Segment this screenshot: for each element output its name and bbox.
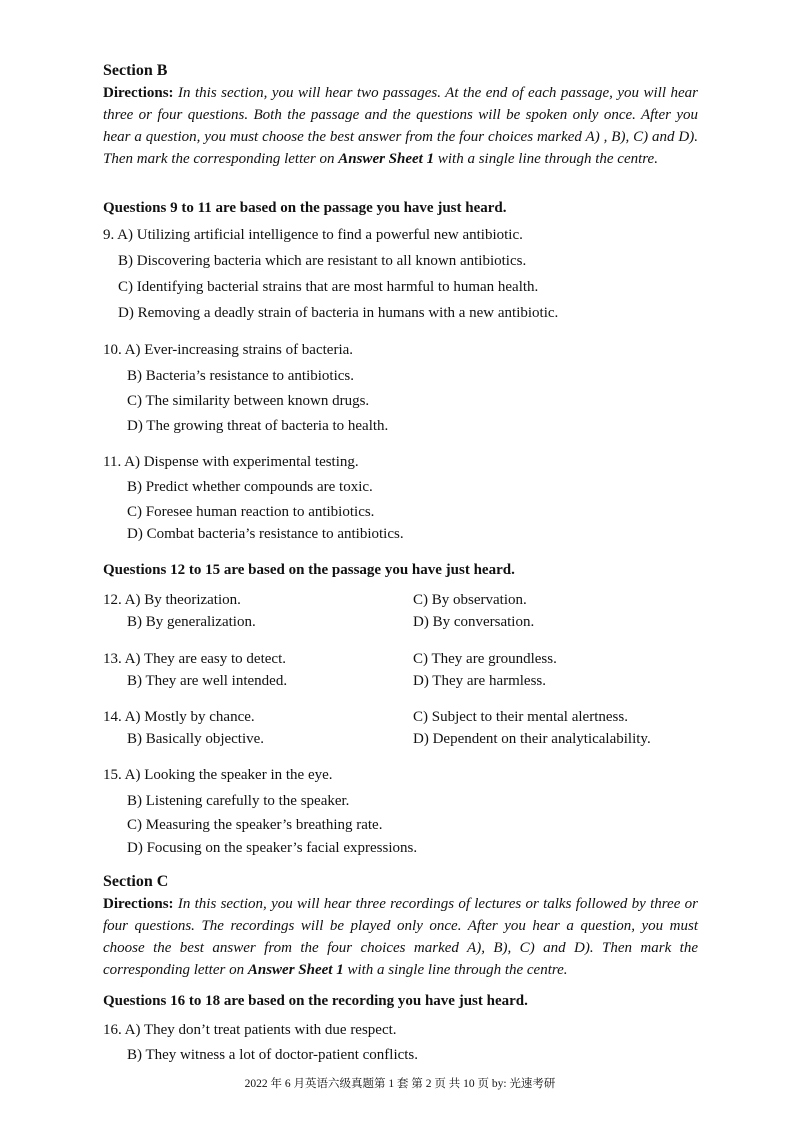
q13-option-a: 13. A) They are easy to detect.	[103, 651, 286, 667]
q9-option-d: D) Removing a deadly strain of bacteria in humans with a new antibiotic.	[118, 305, 559, 321]
q9-option-a: 9. A) Utilizing artificial intelligence to find a powerful new antibiotic.	[103, 227, 523, 243]
q9-option-c: C) Identifying bacterial strains that are most harmful to human health.	[118, 279, 539, 295]
q14-option-c: C) Subject to their mental alertness.	[413, 709, 628, 725]
q12-option-c: C) By observation.	[413, 592, 527, 608]
q10-option-d: D) The growing threat of bacteria to health.	[127, 418, 389, 434]
q14-option-b: B) Basically objective.	[127, 731, 265, 747]
q10-option-b: B) Bacteria’s resistance to antibiotics.	[127, 368, 355, 384]
question-group-heading: Questions 9 to 11 are based on the passage you have just heard.	[103, 200, 507, 216]
q11-option-a: 11. A) Dispense with experimental testing.	[103, 454, 359, 470]
directions-text-end: with a single line through the centre.	[434, 151, 658, 167]
q13-option-d: D) They are harmless.	[413, 673, 547, 689]
section-c-title: Section C	[103, 873, 169, 890]
q15-option-d: D) Focusing on the speaker’s facial expressions.	[127, 840, 418, 856]
q12-option-b: B) By generalization.	[127, 614, 256, 630]
q9-option-b: B) Discovering bacteria which are resistant to all known antibiotics.	[118, 253, 527, 269]
q13-option-c: C) They are groundless.	[413, 651, 557, 667]
answer-sheet-ref: Answer Sheet 1	[247, 962, 344, 978]
q16-option-a: 16. A) They don’t treat patients with due respect.	[103, 1022, 397, 1038]
q12-option-d: D) By conversation.	[413, 614, 535, 630]
q14-option-a: 14. A) Mostly by chance.	[103, 709, 255, 725]
q15-option-a: 15. A) Looking the speaker in the eye.	[103, 767, 333, 783]
question-group-heading: Questions 12 to 15 are based on the passage you have just heard.	[103, 562, 515, 578]
question-group-heading: Questions 16 to 18 are based on the recording you have just heard.	[103, 993, 528, 1009]
q15-option-c: C) Measuring the speaker’s breathing rate.	[127, 817, 383, 833]
section-b-title: Section B	[103, 62, 168, 79]
q16-option-b: B) They witness a lot of doctor-patient conflicts.	[127, 1047, 419, 1063]
section-c-directions	[103, 893, 698, 981]
q12-option-a: 12. A) By theorization.	[103, 592, 241, 608]
q11-option-d: D) Combat bacteria’s resistance to antibiotics.	[127, 526, 404, 542]
q10-option-a: 10. A) Ever-increasing strains of bacteria.	[103, 342, 354, 358]
q10-option-c: C) The similarity between known drugs.	[127, 393, 370, 409]
q14-option-d: D) Dependent on their analyticalability.	[413, 731, 651, 747]
page-footer: 2022 年 6 月英语六级真题第 1 套 第 2 页 共 10 页 by: 光速考研	[244, 1078, 556, 1090]
directions-text: In this section, you will hear two passages. At the end of each passage, you will hear three or four questions. Both the passage and the questions will be spoken only once. After you hear a question, you must choose the best answer from the four choices marked A) , B), C) and D). Then mark the corresponding letter on	[103, 85, 698, 167]
answer-sheet-ref: Answer Sheet 1	[338, 151, 435, 167]
q15-option-b: B) Listening carefully to the speaker.	[127, 793, 350, 809]
directions-text: In this section, you will hear three recordings of lectures or talks followed by three or four questions. The recordings will be played only once. After you hear a question, you must choose the best answer from the four choices marked A), B), C) and D). Then mark the corresponding letter on	[103, 896, 698, 978]
q11-option-c: C) Foresee human reaction to antibiotics.	[127, 504, 375, 520]
directions-label: Directions:	[103, 896, 174, 912]
directions-text-end: with a single line through the centre.	[343, 962, 568, 978]
section-b-directions	[103, 82, 698, 170]
q11-option-b: B) Predict whether compounds are toxic.	[127, 479, 373, 495]
directions-label: Directions:	[103, 85, 174, 101]
q13-option-b: B) They are well intended.	[127, 673, 288, 689]
